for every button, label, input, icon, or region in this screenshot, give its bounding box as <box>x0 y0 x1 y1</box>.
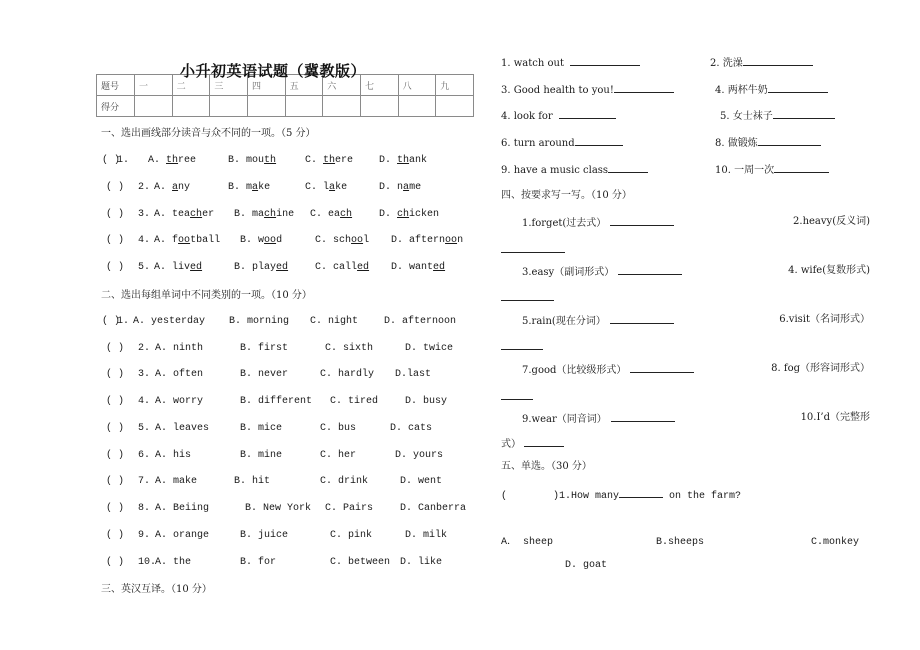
option-c[interactable]: C. Pairs <box>325 503 374 514</box>
answer-paren[interactable]: ( ) <box>106 396 125 407</box>
underlined-sound: th <box>264 155 277 166</box>
question-number-label: 题号 <box>97 75 135 96</box>
answer-blank[interactable] <box>768 83 828 93</box>
answer-blank[interactable] <box>773 109 835 119</box>
option-b[interactable]: B. for <box>240 557 277 568</box>
option-a[interactable] <box>154 235 220 247</box>
underlined-sound: th <box>397 155 410 166</box>
option-d[interactable]: D. Canberra <box>400 503 467 514</box>
option-letter: A. <box>154 209 167 220</box>
score-cell[interactable] <box>398 96 436 117</box>
section2-heading: 二、选出每组单词中不同类别的一项。（10 分） <box>101 290 312 301</box>
word-prefix: n <box>397 182 404 193</box>
answer-paren[interactable]: ( ) <box>106 262 125 273</box>
score-cell[interactable] <box>247 96 285 117</box>
word-prefix: aftern <box>409 235 446 246</box>
transform-item <box>522 265 682 279</box>
option-b[interactable]: B. mine <box>240 450 283 461</box>
option-d[interactable]: D. like <box>400 557 443 568</box>
score-cell[interactable] <box>285 96 323 117</box>
answer-paren[interactable]: ( ) <box>106 209 125 220</box>
option-d[interactable]: D. milk <box>405 530 448 541</box>
option-letter: D. <box>391 262 404 273</box>
answer-blank[interactable] <box>774 163 829 173</box>
underlined-sound: oo <box>178 235 191 246</box>
word-prefix: l <box>323 182 330 193</box>
underlined-sound: oo <box>351 235 364 246</box>
underlined-sound: ed <box>190 262 203 273</box>
option-b[interactable]: B. never <box>240 369 289 380</box>
option-d[interactable]: D. twice <box>405 343 454 354</box>
column-header: 三 <box>210 75 248 96</box>
answer-blank[interactable] <box>743 56 813 66</box>
answer-paren[interactable]: ( ) <box>102 316 121 327</box>
prompt: 2. 洗澡 <box>710 58 743 69</box>
translation-item <box>501 83 674 97</box>
word-prefix: liv <box>172 262 191 273</box>
word-suffix: ke <box>258 182 271 193</box>
column-header: 二 <box>172 75 210 96</box>
answer-blank[interactable] <box>758 136 821 146</box>
answer-blank[interactable] <box>559 109 616 119</box>
translation-item <box>720 109 835 123</box>
option-b[interactable]: B. mice <box>240 423 283 434</box>
translation-item <box>715 163 829 177</box>
answer-blank[interactable] <box>614 83 674 93</box>
option-b[interactable] <box>228 155 276 167</box>
prompt: 5. 女士袜子 <box>720 111 773 122</box>
prompt: 9.wear（同音词） <box>522 414 607 425</box>
option-c[interactable] <box>305 155 353 167</box>
option-letter: A. <box>154 182 167 193</box>
underlined-sound: ch <box>190 209 203 220</box>
word-prefix: tea <box>172 209 191 220</box>
option-d[interactable]: D. went <box>400 476 443 487</box>
transform-item: 4. wife(复数形式) <box>788 265 870 276</box>
translation-item <box>715 136 821 150</box>
option-b[interactable] <box>234 209 294 221</box>
answer-paren-open: ( <box>501 491 508 502</box>
option-c[interactable]: C. drink <box>320 476 369 487</box>
score-cell[interactable] <box>360 96 398 117</box>
answer-paren[interactable]: ( ) <box>106 235 125 246</box>
option-letter: D. <box>391 235 404 246</box>
option-a[interactable] <box>154 182 190 194</box>
transform-item-continued <box>501 437 564 451</box>
underlined-sound: a <box>172 182 179 193</box>
answer-paren[interactable]: ( ) <box>106 503 125 514</box>
word-prefix: sch <box>333 235 352 246</box>
option-b[interactable]: B. New York <box>245 503 312 514</box>
column-header: 八 <box>398 75 436 96</box>
transform-item <box>522 363 694 377</box>
score-cell[interactable] <box>172 96 210 117</box>
word-suffix: me <box>409 182 422 193</box>
option-a[interactable] <box>154 262 202 274</box>
option-d[interactable]: D. cats <box>390 423 433 434</box>
option-a[interactable] <box>154 209 214 221</box>
section4-heading: 四、按要求写一写。（10 分） <box>501 190 632 201</box>
option-letter: C. <box>315 262 328 273</box>
question-number: 3. <box>138 369 151 380</box>
column-header: 一 <box>135 75 173 96</box>
word-suffix: ine <box>276 209 295 220</box>
answer-blank[interactable] <box>570 56 640 66</box>
score-cell[interactable] <box>323 96 361 117</box>
prompt: 4. 两杯牛奶 <box>715 85 768 96</box>
transform-item: 8. fog（形容词形式） <box>771 363 870 374</box>
option-c[interactable] <box>315 235 369 247</box>
option-a[interactable]: A. orange <box>155 530 210 541</box>
option-letter: A. <box>154 262 167 273</box>
prompt: 1. watch out <box>501 58 564 69</box>
question-number: 6. <box>138 450 151 461</box>
question-number: 2. <box>138 343 151 354</box>
prompt-wrap: 式） <box>501 439 521 450</box>
score-table-score-row <box>97 96 474 117</box>
answer-blank[interactable] <box>608 163 648 173</box>
answer-blank[interactable] <box>611 412 675 422</box>
word-prefix: w <box>258 235 265 246</box>
word-suffix: tball <box>190 235 221 246</box>
prompt: 3.easy（副词形式） <box>522 267 615 278</box>
answer-blank[interactable] <box>501 243 565 253</box>
option-c[interactable]: C. hardly <box>320 369 375 380</box>
option-d[interactable]: D. busy <box>405 396 448 407</box>
question-tail: on the farm? <box>669 491 742 502</box>
option-c[interactable]: C. between <box>330 557 391 568</box>
option-letter: C. <box>315 235 328 246</box>
column-header: 五 <box>285 75 323 96</box>
answer-paren[interactable]: ( ) <box>106 343 125 354</box>
question-number: 2. <box>138 182 151 193</box>
transform-item-continued <box>501 340 543 354</box>
option-letter: B. <box>228 155 241 166</box>
transform-item: 2.heavy(反义词) <box>793 216 870 227</box>
option-d[interactable]: D. yours <box>395 450 444 461</box>
option-letter: B. <box>234 262 247 273</box>
section5-question-1 <box>501 488 741 503</box>
answer-paren[interactable]: ( ) <box>106 557 125 568</box>
underlined-sound: a <box>252 182 259 193</box>
option-b[interactable]: B. different <box>240 396 313 407</box>
option-c[interactable]: C. tired <box>330 396 379 407</box>
question-number: 5. <box>138 423 151 434</box>
answer-blank[interactable] <box>610 216 674 226</box>
answer-paren[interactable]: ( ) <box>106 182 125 193</box>
underlined-sound: ch <box>264 209 277 220</box>
option-letter: B. <box>240 235 253 246</box>
question-number: 3. <box>138 209 151 220</box>
answer-paren[interactable]: ( ) <box>106 476 125 487</box>
option-letter: C. <box>305 155 318 166</box>
column-header: 九 <box>436 75 474 96</box>
answer-blank[interactable] <box>610 314 674 324</box>
word-prefix: call <box>333 262 358 273</box>
underlined-sound: oo <box>445 235 458 246</box>
transform-item: 6.visit（名词形式） <box>779 314 870 325</box>
word-suffix: ree <box>178 155 197 166</box>
option-c[interactable]: C. bus <box>320 423 357 434</box>
prompt: 8. 做锻炼 <box>715 138 758 149</box>
score-cell[interactable] <box>436 96 474 117</box>
option-b[interactable]: B. hit <box>234 476 271 487</box>
word-prefix: m <box>246 182 253 193</box>
question-number: 5. <box>138 262 151 273</box>
word-prefix: want <box>409 262 434 273</box>
prompt: 5.rain(现在分词） <box>522 316 606 327</box>
option-b[interactable]: B. morning <box>229 316 290 327</box>
answer-blank[interactable] <box>630 363 694 373</box>
question-stem: )1.How many <box>553 491 620 502</box>
word-suffix: ke <box>335 182 348 193</box>
option-b[interactable]: B.sheeps <box>656 537 705 548</box>
transform-item-continued <box>501 291 554 305</box>
answer-paren[interactable]: ( ) <box>106 530 125 541</box>
word-prefix: ea <box>328 209 341 220</box>
option-b[interactable]: B. juice <box>240 530 289 541</box>
option-letter: B. <box>228 182 241 193</box>
score-label: 得分 <box>97 96 135 117</box>
option-a[interactable]: A． sheep <box>501 537 554 548</box>
option-c[interactable]: C.monkey <box>811 537 860 548</box>
underlined-sound: ch <box>340 209 353 220</box>
answer-blank[interactable] <box>618 265 682 275</box>
answer-paren[interactable]: ( ) <box>106 369 125 380</box>
section1-heading: 一、选出画线部分读音与众不同的一项。（5 分） <box>101 128 316 139</box>
underlined-sound: a <box>329 182 336 193</box>
answer-paren[interactable]: ( ) <box>106 450 125 461</box>
option-c[interactable] <box>310 209 352 221</box>
prompt: 10. 一周一次 <box>715 165 775 176</box>
option-a[interactable]: A. leaves <box>155 423 210 434</box>
underlined-sound: ed <box>276 262 289 273</box>
word-prefix: ma <box>252 209 265 220</box>
prompt: 9. have a music class <box>501 165 609 176</box>
column-header: 七 <box>360 75 398 96</box>
option-b[interactable] <box>240 235 282 247</box>
option-letter: D. <box>379 155 392 166</box>
word-prefix: mou <box>246 155 265 166</box>
word-suffix: l <box>363 235 370 246</box>
option-a[interactable] <box>148 155 196 167</box>
word-suffix: ny <box>178 182 191 193</box>
word-suffix: d <box>276 235 283 246</box>
option-letter: D. <box>379 209 392 220</box>
option-a[interactable]: A. make <box>155 476 198 487</box>
section3-heading: 三、英汉互译。（10 分） <box>101 584 212 595</box>
word-suffix: ank <box>409 155 428 166</box>
option-b[interactable]: B. first <box>240 343 289 354</box>
transform-item <box>522 412 675 426</box>
word-suffix: n <box>457 235 464 246</box>
translation-item <box>715 83 828 97</box>
option-a[interactable]: A. ninth <box>155 343 204 354</box>
option-a[interactable]: A. Beiing <box>155 503 210 514</box>
question-number: 9. <box>138 530 151 541</box>
option-b[interactable] <box>234 262 288 274</box>
word-prefix: f <box>172 235 179 246</box>
page-title: 小升初英语试题（冀教版） <box>180 62 367 80</box>
transform-item-continued <box>501 243 565 257</box>
answer-blank[interactable] <box>501 390 533 400</box>
option-d[interactable] <box>379 209 439 221</box>
translation-item <box>501 109 616 123</box>
answer-blank[interactable] <box>501 291 554 301</box>
column-header: 六 <box>323 75 361 96</box>
word-suffix: ere <box>335 155 354 166</box>
underlined-sound: a <box>403 182 410 193</box>
translation-item <box>501 56 640 70</box>
option-d[interactable]: D. afternoon <box>384 316 457 327</box>
option-d[interactable] <box>379 182 421 194</box>
prompt: 1.forget(过去式） <box>522 218 607 229</box>
underlined-sound: ed <box>433 262 446 273</box>
option-letter: A. <box>154 235 167 246</box>
option-a[interactable]: A. the <box>155 557 192 568</box>
option-d[interactable]: D. goat <box>565 560 608 571</box>
option-d[interactable] <box>379 155 427 167</box>
word-suffix: er <box>202 209 215 220</box>
prompt: 3. Good health to you! <box>501 85 614 96</box>
option-letter: B. <box>234 209 247 220</box>
option-letter: C. <box>310 209 323 220</box>
option-c[interactable] <box>315 262 369 274</box>
option-letter: D. <box>379 182 392 193</box>
underlined-sound: ed <box>357 262 370 273</box>
transform-item: 10.I’d（完整形 <box>800 412 870 423</box>
translation-item <box>710 56 813 70</box>
column-header: 四 <box>247 75 285 96</box>
answer-blank[interactable] <box>501 340 543 350</box>
option-c[interactable] <box>305 182 347 194</box>
underlined-sound: th <box>166 155 179 166</box>
translation-item <box>501 136 623 150</box>
prompt: 6. turn around <box>501 138 575 149</box>
score-cell[interactable] <box>135 96 173 117</box>
option-letter: C. <box>305 182 318 193</box>
option-c[interactable]: C. her <box>320 450 357 461</box>
word-prefix: play <box>252 262 277 273</box>
section5-heading: 五、单选。（30 分） <box>501 461 592 472</box>
option-c[interactable]: C. night <box>310 316 359 327</box>
option-a[interactable]: A. worry <box>155 396 204 407</box>
question-number: 1. <box>117 155 130 166</box>
underlined-sound: oo <box>264 235 277 246</box>
question-number: 8. <box>138 503 151 514</box>
option-a[interactable]: A. yesterday <box>133 316 206 327</box>
word-suffix: icken <box>409 209 440 220</box>
question-number: 4. <box>138 235 151 246</box>
question-number: 7. <box>138 476 151 487</box>
option-a[interactable]: A. his <box>155 450 192 461</box>
score-cell[interactable] <box>210 96 248 117</box>
prompt: 7.good（比较级形式） <box>522 365 627 376</box>
underlined-sound: ch <box>397 209 410 220</box>
underlined-sound: th <box>323 155 336 166</box>
prompt: 4. look for <box>501 111 553 122</box>
answer-blank[interactable] <box>575 136 623 146</box>
answer-blank[interactable] <box>619 488 663 498</box>
option-letter: A. <box>148 155 161 166</box>
answer-paren[interactable]: ( ) <box>102 155 121 166</box>
question-number: 10. <box>138 557 157 568</box>
option-d[interactable] <box>391 262 445 274</box>
option-d[interactable]: D.last <box>395 369 432 380</box>
answer-paren[interactable]: ( ) <box>106 423 125 434</box>
transform-item <box>522 216 674 230</box>
question-number: 4. <box>138 396 151 407</box>
transform-item-continued <box>501 390 533 404</box>
score-table <box>96 74 474 117</box>
answer-blank[interactable] <box>524 437 564 447</box>
option-c[interactable]: C. sixth <box>325 343 374 354</box>
option-a[interactable]: A. often <box>155 369 204 380</box>
option-d[interactable] <box>391 235 463 247</box>
transform-item <box>522 314 674 328</box>
translation-item <box>501 163 648 177</box>
question-number: 1. <box>117 316 130 327</box>
option-c[interactable]: C. pink <box>330 530 373 541</box>
option-b[interactable] <box>228 182 270 194</box>
